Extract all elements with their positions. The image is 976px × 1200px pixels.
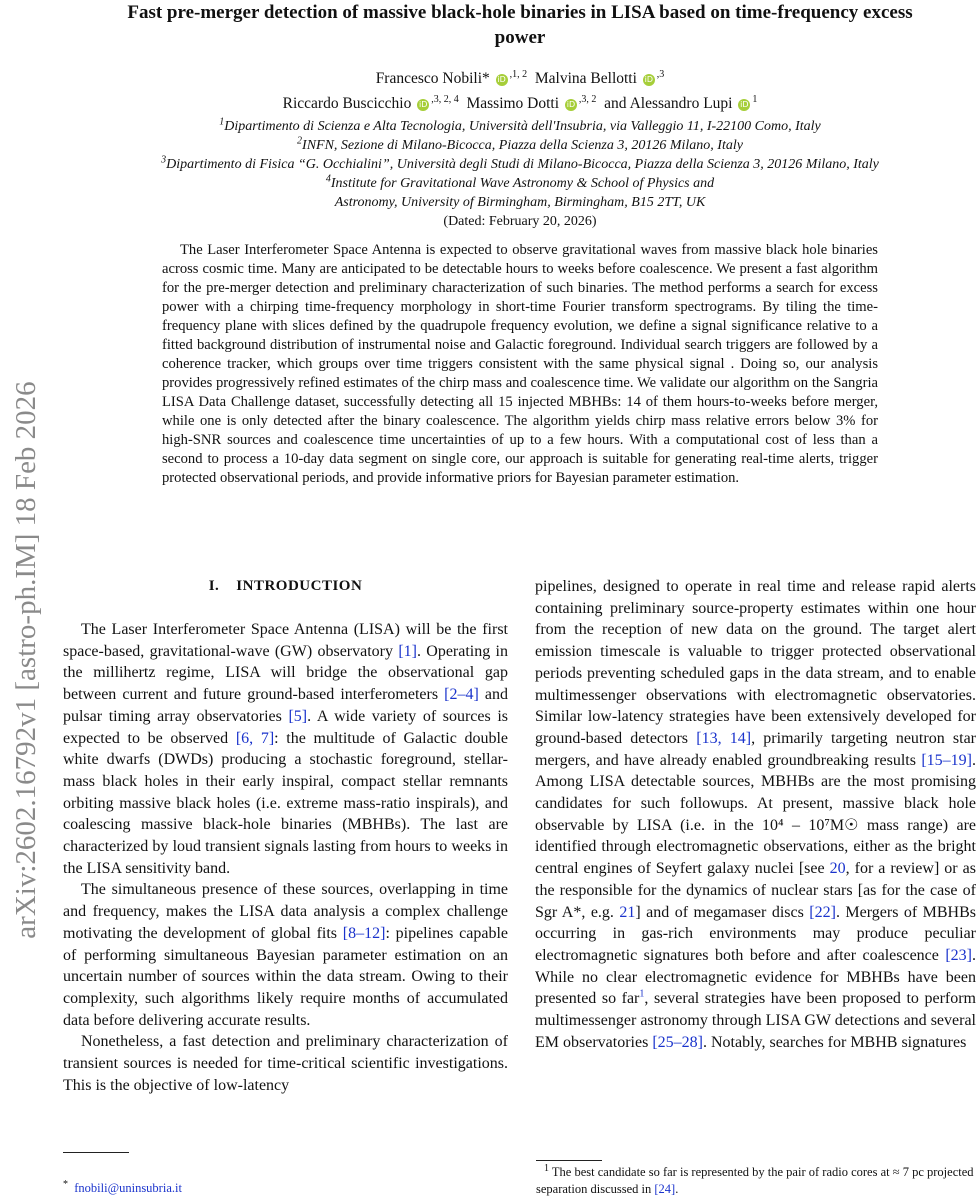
affiliation: $^2$INFN, Sezione di Milano-Bicocca, Piazza della Scienza 3, 20126 Milano, Italy bbox=[297, 135, 743, 153]
text-run: . A wide variety of sources is expected to be observed bbox=[63, 707, 509, 747]
author-name[interactable]: Alessandro Lupi bbox=[629, 95, 733, 112]
text-run: , several strategies have been proposed to perform multimessenger astronomy through LISA GW detections and several EM observatories bbox=[535, 990, 976, 1051]
citation-link[interactable]: [8–12] bbox=[342, 924, 386, 942]
citation-link[interactable]: 21 bbox=[619, 903, 636, 921]
citation-link[interactable]: 1 bbox=[639, 989, 645, 1001]
citation-link[interactable]: [2–4] bbox=[444, 686, 479, 704]
text-run: ] and of megamaser discs bbox=[635, 903, 810, 921]
affiliation: $^1$Dipartimento di Scienza e Alta Tecnologia, Università dell'Insubria, via Valleggio 11, I-22100 Como, Italy bbox=[219, 116, 821, 134]
date-line: (Dated: February 20, 2026) bbox=[443, 214, 597, 229]
affiliations bbox=[40, 117, 976, 231]
citation-link[interactable]: [24] bbox=[654, 1182, 676, 1196]
citation-link[interactable]: 20 bbox=[829, 860, 846, 878]
left-column bbox=[63, 576, 508, 1096]
text-run: The Laser Interferometer Space Antenna (LISA) will be the first space-based, gravitational-wave (GW) observatory bbox=[63, 621, 508, 660]
citation-link[interactable]: [13, 14] bbox=[696, 729, 752, 747]
footnote-rule bbox=[63, 1152, 129, 1153]
citation-link[interactable]: [1] bbox=[398, 642, 417, 660]
footnote-email: * fnobili@uninsubria.it bbox=[63, 1178, 182, 1195]
orcid-icon[interactable]: iD bbox=[497, 75, 506, 84]
text-run: : the multitude of Galactic double white dwarfs (DWDs) producing a stochastic foreground, stellar-mass black holes in their early inspiral, compact stellar remnants orbiting massive black holes (i.e. extreme mass-ratio inspirals), and coalescing massive black-hole binaries (MBHBs). The last are characterized by loud transient signals lasting from hours to weeks in the LISA sensitivity band. bbox=[63, 729, 509, 877]
section-heading: I. INTRODUCTION bbox=[208, 578, 363, 594]
orcid-icon[interactable]: iD bbox=[566, 100, 576, 109]
author-name[interactable]: Riccardo Buscicchio bbox=[282, 95, 412, 112]
author-list: Francesco Nobili* iD $^{,1, 2}$ Malvina Bellotti iD $^{,3}$ Riccardo Buscicchio iD $^{,3, 2, 4}$ Massimo Dotti iD $^{,3, 2}$ and Alessandro Lupi iD $^1$ bbox=[282, 68, 758, 112]
text-run: . Mergers of MBHBs occurring in gas-rich environments may produce peculiar electromagnetic signatures both before and after coalescence bbox=[535, 903, 976, 964]
citation-link[interactable]: [25–28] bbox=[652, 1033, 703, 1051]
text-run: : pipelines capable of performing simultaneous Bayesian parameter estimation on an uncertain number of sources within the data stream. Owing to their complexity, such algorithms likely require months of accumulated data before delivering accurate results. bbox=[63, 924, 508, 1029]
citation-link[interactable]: [5] bbox=[288, 707, 308, 725]
orcid-icon[interactable]: iD bbox=[419, 100, 428, 109]
orcid-icon[interactable]: iD bbox=[740, 100, 749, 109]
text-run: Nonetheless, a fast detection and preliminary characterization of transient sources is needed for time-critical scientific investigations. This is the objective of low-latency bbox=[63, 1033, 508, 1094]
paragraph bbox=[63, 1031, 508, 1096]
text-run: . Among LISA detectable sources, MBHBs are the most promising candidates for such followups. At present, massive black hole observable by LISA (i.e. in the 10⁴ – 10⁷M☉ mass range) are identified through electromagnetic observations, either as the bright central engines of Seyfert galaxy nuclei [see bbox=[535, 751, 976, 878]
text-run: . While no clear electromagnetic evidence for MBHBs have been presented so far bbox=[535, 946, 976, 1008]
paragraph bbox=[63, 879, 508, 1031]
citation-link[interactable]: [23] bbox=[945, 946, 972, 964]
paper-title: Fast pre-merger detection of massive black-hole binaries in LISA based on time-frequency excess power bbox=[127, 2, 913, 48]
email-link[interactable]: fnobili@uninsubria.it bbox=[74, 1181, 182, 1195]
footnote: $^1$ The best candidate so far is represented by the pair of radio cores at ≈ 7 pc projected separation discussed in [24]. bbox=[536, 1162, 974, 1196]
text-run: and pulsar timing array observatories bbox=[63, 686, 508, 725]
orcid-icon[interactable]: iD bbox=[644, 75, 653, 84]
text-run: The simultaneous presence of these sources, overlapping in time and frequency, makes the LISA data analysis a complex challenge motivating the development of global fits bbox=[63, 881, 508, 942]
text-run: , for a review] or as the responsible for the dynamics of nuclear stars [as for the case of Sgr A*, e.g. bbox=[535, 860, 976, 921]
right-column bbox=[535, 576, 976, 1053]
author-name[interactable]: Francesco Nobili* bbox=[375, 70, 490, 87]
author-name[interactable]: Massimo Dotti bbox=[466, 95, 560, 112]
affiliation: $^4$Institute for Gravitational Wave Astronomy & School of Physics and bbox=[325, 173, 715, 191]
citation-link[interactable]: [6, 7] bbox=[235, 729, 275, 747]
paragraph bbox=[63, 619, 508, 879]
text-run: , primarily targeting neutron star mergers, and have already enabled groundbreaking results bbox=[535, 729, 976, 769]
footnote-rule bbox=[536, 1160, 602, 1161]
paragraph bbox=[535, 576, 976, 1053]
citation-link[interactable]: [15–19] bbox=[921, 751, 972, 769]
affiliation: Astronomy, University of Birmingham, Birmingham, B15 2TT, UK bbox=[334, 195, 706, 210]
arxiv-identifier: arXiv:2602.16792v1 [astro-ph.IM] 18 Feb 2026 bbox=[10, 381, 42, 939]
author-name[interactable]: Malvina Bellotti bbox=[534, 70, 637, 87]
citation-link[interactable]: [22] bbox=[809, 903, 836, 921]
abstract: The Laser Interferometer Space Antenna is expected to observe gravitational waves from massive black hole binaries across cosmic time. Many are anticipated to be detectable hours to weeks before coalescence. We present a fast algorithm for the pre-merger detection and preliminary characterization of such binaries. The method performs a search for excess power with a chirping time-frequency morphology in short-time Fourier transform spectrograms. By tiling the time-frequency plane with slices defined by the quadrupole frequency evolution, we define a signal significance relative to a fitted background distribution of instrumental noise and Galactic foreground. Individual search triggers are followed by a coherence tracker, which groups over time triggers consistent with the same physical signal . Doing so, our analysis provides progressively refined estimates of the chirp mass and coalescence time. We validate our algorithm on the Sangria LISA Data Challenge dataset, successfully detecting all 15 injected MBHBs: 14 of them hours-to-weeks before merger, while one is only detected after the binary coalescence. The algorithm yields chirp mass relative errors below 3% for high-SNR sources and coalescence time uncertainties of up to a few hours. With a computational cost of less than a second to process a 10-day data segment on single core, our approach is suitable for generating real-time alerts, trigger protected observational periods, and provide informative priors for Bayesian parameter estimation. bbox=[162, 242, 878, 486]
text-run: . Notably, searches for MBHB signatures bbox=[702, 1033, 967, 1051]
text-run: . Operating in the millihertz regime, LISA will bridge the observational gap between current and future ground-based interferometers bbox=[63, 642, 509, 704]
text-run: pipelines, designed to operate in real time and release rapid alerts containing preliminary source-property estimates within one hour from the reception of new data on the ground. The target alert emission timescale is valuable to trigger protected observational periods preventing scheduled gaps in the data stream, and to enable multimessenger observations with electromagnetic observatories. Similar low-latency strategies have been extensively developed for ground-based detectors bbox=[535, 578, 976, 747]
author-and: and bbox=[604, 95, 627, 112]
affiliation: $^3$Dipartimento di Fisica “G. Occhialini”, Università degli Studi di Milano-Bicocca, Piazza della Scienza 3, 20126 Milano, Italy bbox=[161, 154, 879, 172]
